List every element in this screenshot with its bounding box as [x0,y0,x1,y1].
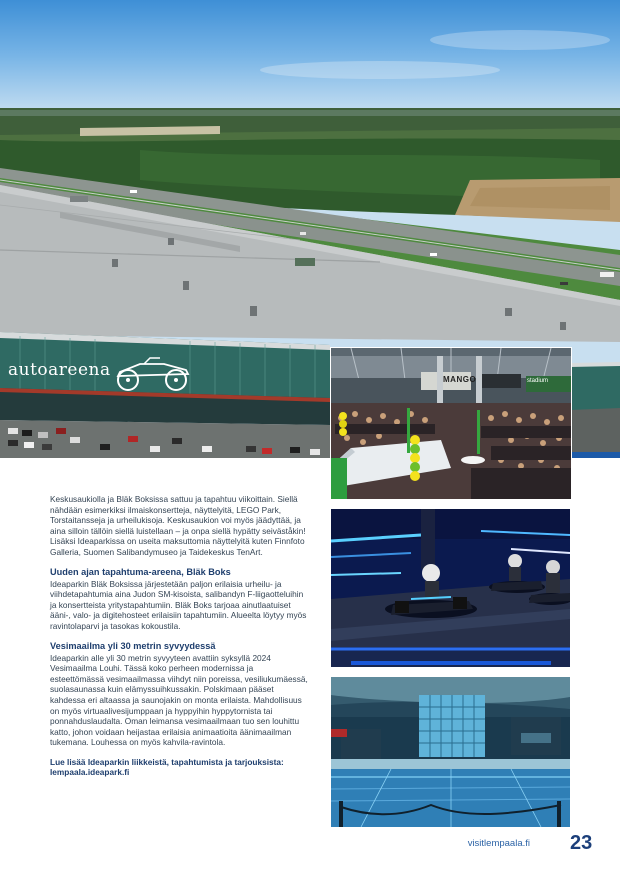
autoareena-sign-text: autoareena [8,360,111,380]
karting-scene [331,509,570,667]
article-text-column [50,494,308,778]
cta-text: Lue lisää Ideaparkin liikkeistä, tapahtumista ja tarjouksista: [50,756,284,767]
autoareena-sign [8,360,111,380]
page-number: 23 [570,832,593,854]
water-world-pool-photo [331,677,570,827]
water-world-section-heading: Vesimaailma yli 30 metrin syvyydessä [50,640,216,651]
footer-website[interactable]: visitlempaala.fi [467,838,530,849]
pool-scene [331,677,570,827]
arena-section-body: Ideaparkin Bläk Boksissa järjestetään paljon erilaisia urheilu- ja viihdetapahtumia aina Judon SM-kisoista, salibandyn F-liigaotteluihin ja konsertteista yritystapahtumiin. Bläk Boks tarjoaa ainutlaatuiset ääni-, valo- ja digitehosteet erilaisiin tapahtumiin. Alueelta löytyy myös ravintolaparvi ja tasokas kokoustila. [50,578,307,631]
event-scene [331,348,571,499]
call-to-action [50,757,308,778]
mango-store-sign: MANGO [443,375,477,384]
intro-paragraph: Keskusaukiolla ja Bläk Boksissa sattuu ja tapahtuu viikoittain. Siellä nähdään esimerkiksi ilmaiskonsertteja, näyttelyitä, LEGO Park, Torstaitansseja ja urheilukisoja. Keskusaukion voi myös jäädyttää, ja aina silloin tällöin siellä luistellaan – ja onpa siellä hypätty seiväståkin! Lisäksi Ideaparkissa on useita maksuttomia näyttelyitä kuten Finnfoto Galleria, Suomen Salibandymuseo ja Taidekeskus TenArt. [50,494,306,557]
vintage-car-icon [114,356,194,392]
event-crowd-photo [330,347,572,500]
arena-section-heading: Uuden ajan tapahtuma-areena, Bläk Boks [50,566,231,577]
stadium-store-sign: stadium [527,378,549,384]
karting-photo [331,509,570,667]
water-world-section-body: Ideaparkin alle yli 30 metrin syvyyteen avattiin syksyllä 2024 Vesimaailma Louhi. Tässä koko perheen modernissa ja esteettömässä vesimaailmassa viihdyt niin poreissa, vesiliukumäessä, suolasaunassa kuin elämyssuihkussakin. Polskimaan pääset kahdessa eri altaassa ja saunojakin on monta erilaista. Mahdollisuus on myös virtuaalivesijumppaan ja hyppyihin hyppytornista tai ponnahduslaudalta. Oman leimansa vesimaailmaan tuo sen louhittu katto, johon voidaan heijastaa erilaisia animaatioita äänimaailman tukemana. Louhessa on myös kahvila-ravintola. [50,652,308,748]
cta-link[interactable]: lempaala.ideapark.fi [50,767,130,778]
